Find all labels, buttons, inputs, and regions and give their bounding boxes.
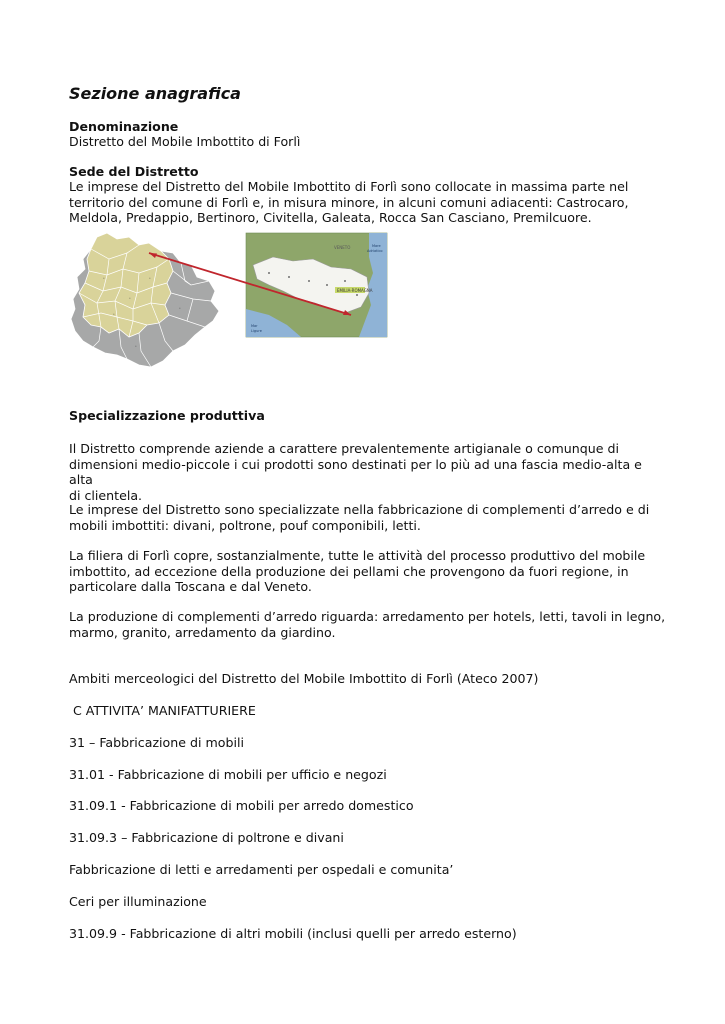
paragraph [69,502,649,533]
sede-line: territorio del comune di Forlì e, in misura minore, in alcuni comuni adiacenti: Castrocaro, [69,194,629,210]
svg-text:Ligure: Ligure [251,329,262,333]
ambiti-item: C ATTIVITA’ MANIFATTURIERE [69,703,256,718]
section-title: Sezione anagrafica [69,84,241,103]
ambiti-item: 31.09.9 - Fabbricazione di altri mobili (inclusi quelli per arredo esterno) [69,926,517,941]
paragraph-line: particolare dalla Toscana e dal Veneto. [69,579,312,594]
sede-line: Meldola, Predappio, Bertinoro, Civitella, Galeata, Rocca San Casciano, Premilcuore. [69,210,592,225]
svg-text:•: • [129,296,131,300]
district-maps-figure [69,229,399,374]
svg-text:•: • [113,312,115,316]
paragraph-line: di clientela. [69,487,143,503]
ambiti-item: 31.09.1 - Fabbricazione di mobili per arredo domestico [69,798,414,813]
svg-text:Adriatico: Adriatico [367,249,383,253]
ambiti-item: Fabbricazione di letti e arredamenti per ospedali e comunita’ [69,862,454,877]
ambiti-item: 31.01 - Fabbricazione di mobili per ufficio e negozi [69,767,387,782]
paragraph [69,548,645,595]
svg-text:•: • [135,344,137,348]
ambiti-intro: Ambiti merceologici del Distretto del Mobile Imbottito di Forlì (Ateco 2007) [69,671,539,686]
sede-paragraph [69,179,629,226]
svg-text:•: • [149,276,151,280]
paragraph-line: imbottito, ad eccezione della produzione dei pellami che provengono da fuori regione, in [69,563,629,579]
sede-line: Le imprese del Distretto del Mobile Imbottito di Forlì sono collocate in massima parte nel [69,179,629,194]
paragraph [69,609,665,640]
ambiti-item: Ceri per illuminazione [69,894,207,909]
paragraph-line: La filiera di Forlì copre, sostanzialmente, tutte le attività del processo produttivo del mobile [69,548,646,563]
paragraph-line: marmo, granito, arredamento da giardino. [69,624,336,640]
svg-text:EMILIA-ROMAGNA: EMILIA-ROMAGNA [337,288,373,293]
paragraph-line: dimensioni medio-piccole i cui prodotti sono destinati per lo più ad una fascia medio-alta e alta [69,456,642,487]
denominazione-heading: Denominazione [69,119,179,134]
svg-text:Mar: Mar [251,324,258,328]
paragraph-line: Il Distretto comprende aziende a carattere prevalentemente artigianale o comunque di [69,441,619,456]
paragraph [69,441,669,503]
svg-text:Mare: Mare [372,244,381,248]
svg-text:•: • [179,306,181,310]
svg-text:VENETO: VENETO [334,245,351,250]
paragraph-line: mobili imbottiti: divani, poltrone, pouf componibili, letti. [69,517,421,533]
sede-heading: Sede del Distretto [69,164,199,179]
paragraph-line: Le imprese del Distretto sono specializzate nella fabbricazione di complementi d’arredo e di [69,502,650,517]
regional-map [246,233,387,337]
ambiti-item: 31 – Fabbricazione di mobili [69,735,244,750]
province-map [71,233,219,367]
ambiti-item: 31.09.3 – Fabbricazione di poltrone e divani [69,830,344,845]
specializzazione-heading: Specializzazione produttiva [69,408,265,423]
denominazione-text: Distretto del Mobile Imbottito di Forlì [69,134,301,149]
svg-text:•: • [103,276,105,280]
paragraph-line: La produzione di complementi d’arredo riguarda: arredamento per hotels, letti, tavoli in legno, [69,609,666,624]
